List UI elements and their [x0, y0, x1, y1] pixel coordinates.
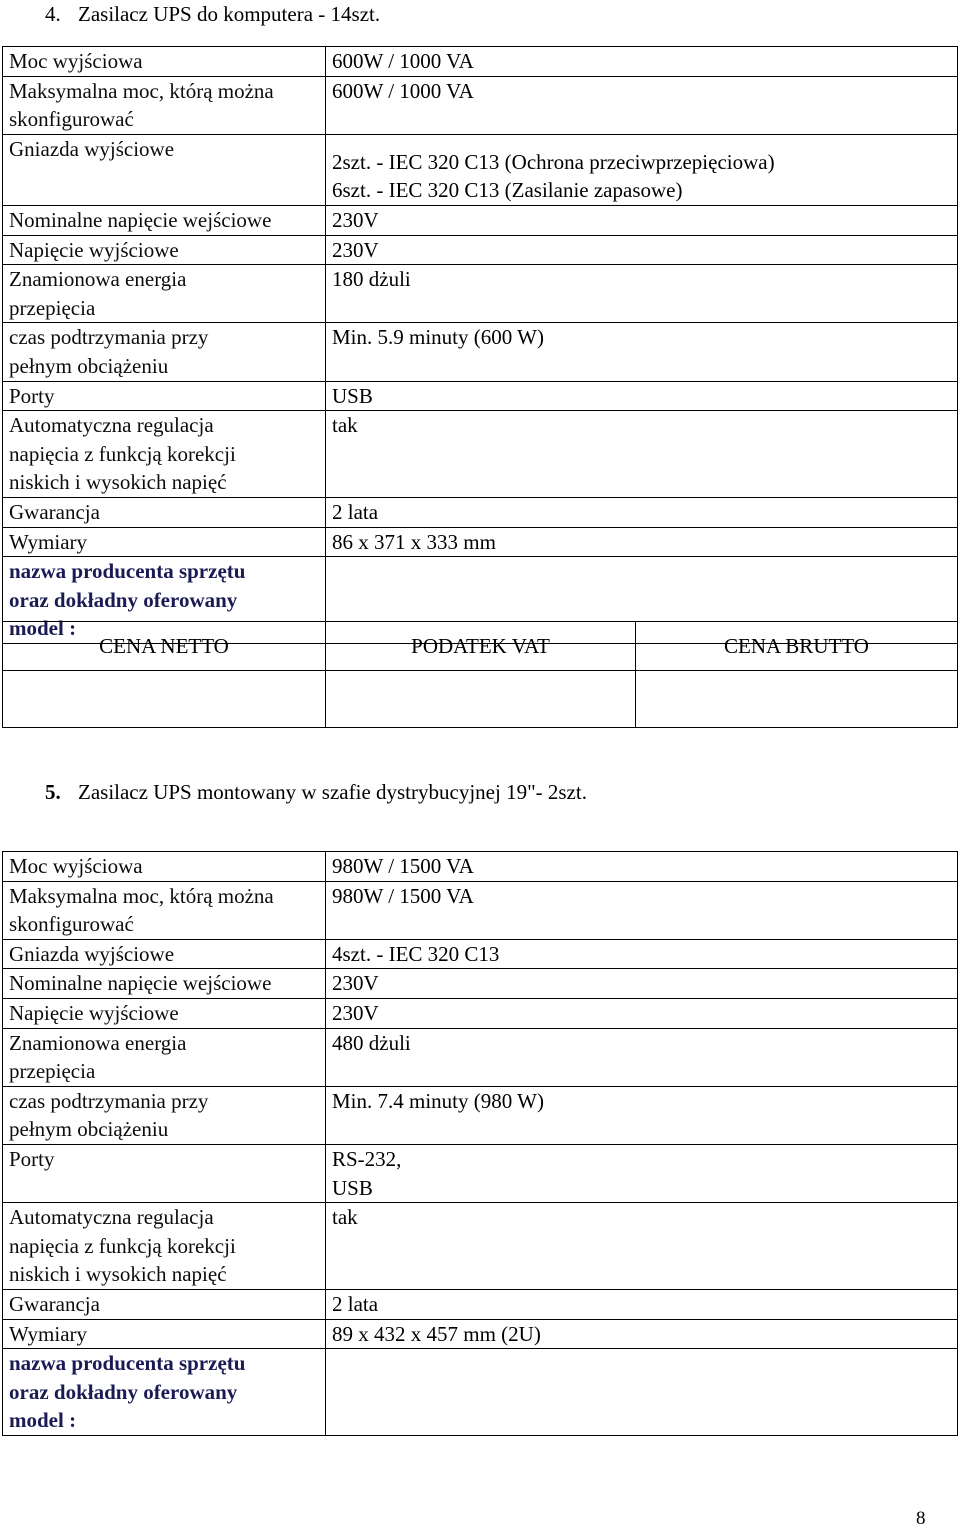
price-vat-field[interactable] — [326, 671, 636, 728]
spec-label: Napięcie wyjściowe — [3, 998, 326, 1028]
section-title: Zasilacz UPS montowany w szafie dystrybucyjnej 19"- 2szt. — [78, 780, 587, 804]
spec-label: Porty — [3, 381, 326, 411]
spec-row — [3, 1086, 958, 1144]
spec-value: 2szt. - IEC 320 C13 (Ochrona przeciwprzepięciowa) 6szt. - IEC 320 C13 (Zasilanie zapasowe) — [326, 134, 958, 205]
spec-label: Moc wyjściowa — [3, 47, 326, 77]
spec-label: Gwarancja — [3, 497, 326, 527]
spec-row — [3, 76, 958, 134]
spec-row — [3, 134, 958, 205]
spec-label: Automatyczna regulacja napięcia z funkcją korekcji niskich i wysokich napięć — [3, 411, 326, 498]
spec-row — [3, 47, 958, 77]
spec-row-producer — [3, 1349, 958, 1436]
spec-label: Znamionowa energia przepięcia — [3, 1028, 326, 1086]
spec-value: 2 lata — [326, 497, 958, 527]
spec-value: 89 x 432 x 457 mm (2U) — [326, 1319, 958, 1349]
section-title: Zasilacz UPS do komputera - 14szt. — [78, 2, 381, 26]
spec-row — [3, 323, 958, 381]
spec-value: 980W / 1500 VA — [326, 881, 958, 939]
spec-row — [3, 381, 958, 411]
spec-label: Napięcie wyjściowe — [3, 235, 326, 265]
spec-value: 600W / 1000 VA — [326, 76, 958, 134]
spec-label: Nominalne napięcie wejściowe — [3, 205, 326, 235]
spec-value: 2 lata — [326, 1289, 958, 1319]
producer-model-field[interactable] — [326, 1349, 958, 1436]
spec-value: 980W / 1500 VA — [326, 852, 958, 882]
price-header-netto: CENA NETTO — [3, 622, 326, 671]
section-number: 5. — [45, 780, 61, 804]
spec-row — [3, 939, 958, 969]
spec-row — [3, 1289, 958, 1319]
spec-label: czas podtrzymania przy pełnym obciążeniu — [3, 1086, 326, 1144]
price-header-vat: PODATEK VAT — [326, 622, 636, 671]
producer-label: nazwa producenta sprzętu oraz dokładny oferowany model : — [3, 557, 326, 644]
spec-row — [3, 411, 958, 498]
spec-value: Min. 7.4 minuty (980 W) — [326, 1086, 958, 1144]
spec-label: Gniazda wyjściowe — [3, 134, 326, 205]
spec-value: 230V — [326, 969, 958, 999]
spec-row — [3, 497, 958, 527]
spec-row — [3, 235, 958, 265]
spec-row — [3, 265, 958, 323]
spec-label: Gniazda wyjściowe — [3, 939, 326, 969]
spec-row — [3, 1319, 958, 1349]
page-number: 8 — [916, 1508, 926, 1529]
section-heading-5 — [45, 778, 587, 806]
spec-label: Porty — [3, 1144, 326, 1202]
spec-label: Wymiary — [3, 1319, 326, 1349]
price-table — [2, 621, 958, 728]
spec-row — [3, 881, 958, 939]
spec-value: 86 x 371 x 333 mm — [326, 527, 958, 557]
spec-table-ups-computer — [2, 46, 958, 644]
spec-label: Maksymalna moc, którą można skonfigurować — [3, 76, 326, 134]
spec-value: tak — [326, 411, 958, 498]
spec-row — [3, 969, 958, 999]
spec-value: RS-232, USB — [326, 1144, 958, 1202]
spec-value: tak — [326, 1203, 958, 1290]
price-header-brutto: CENA BRUTTO — [636, 622, 958, 671]
spec-value: 230V — [326, 998, 958, 1028]
spec-label: czas podtrzymania przy pełnym obciążeniu — [3, 323, 326, 381]
spec-label: Automatyczna regulacja napięcia z funkcją korekcji niskich i wysokich napięć — [3, 1203, 326, 1290]
spec-table-ups-rack — [2, 851, 958, 1436]
spec-label: Gwarancja — [3, 1289, 326, 1319]
spec-label: Maksymalna moc, którą można skonfigurować — [3, 881, 326, 939]
spec-value: Min. 5.9 minuty (600 W) — [326, 323, 958, 381]
spec-row — [3, 998, 958, 1028]
spec-row — [3, 1203, 958, 1290]
price-header-row — [3, 622, 958, 671]
spec-value: 4szt. - IEC 320 C13 — [326, 939, 958, 969]
price-netto-field[interactable] — [3, 671, 326, 728]
spec-row — [3, 527, 958, 557]
spec-value: 230V — [326, 205, 958, 235]
spec-row — [3, 205, 958, 235]
spec-label: Wymiary — [3, 527, 326, 557]
spec-value: 480 dżuli — [326, 1028, 958, 1086]
price-brutto-field[interactable] — [636, 671, 958, 728]
spec-label: Znamionowa energia przepięcia — [3, 265, 326, 323]
spec-label: Nominalne napięcie wejściowe — [3, 969, 326, 999]
spec-value: USB — [326, 381, 958, 411]
section-number: 4. — [45, 2, 61, 26]
producer-label: nazwa producenta sprzętu oraz dokładny oferowany model : — [3, 1349, 326, 1436]
price-entry-row — [3, 671, 958, 728]
spec-value: 600W / 1000 VA — [326, 47, 958, 77]
spec-value: 230V — [326, 235, 958, 265]
spec-value: 180 dżuli — [326, 265, 958, 323]
spec-row — [3, 1028, 958, 1086]
spec-row — [3, 1144, 958, 1202]
spec-label: Moc wyjściowa — [3, 852, 326, 882]
section-heading-4 — [45, 0, 380, 28]
spec-row — [3, 852, 958, 882]
